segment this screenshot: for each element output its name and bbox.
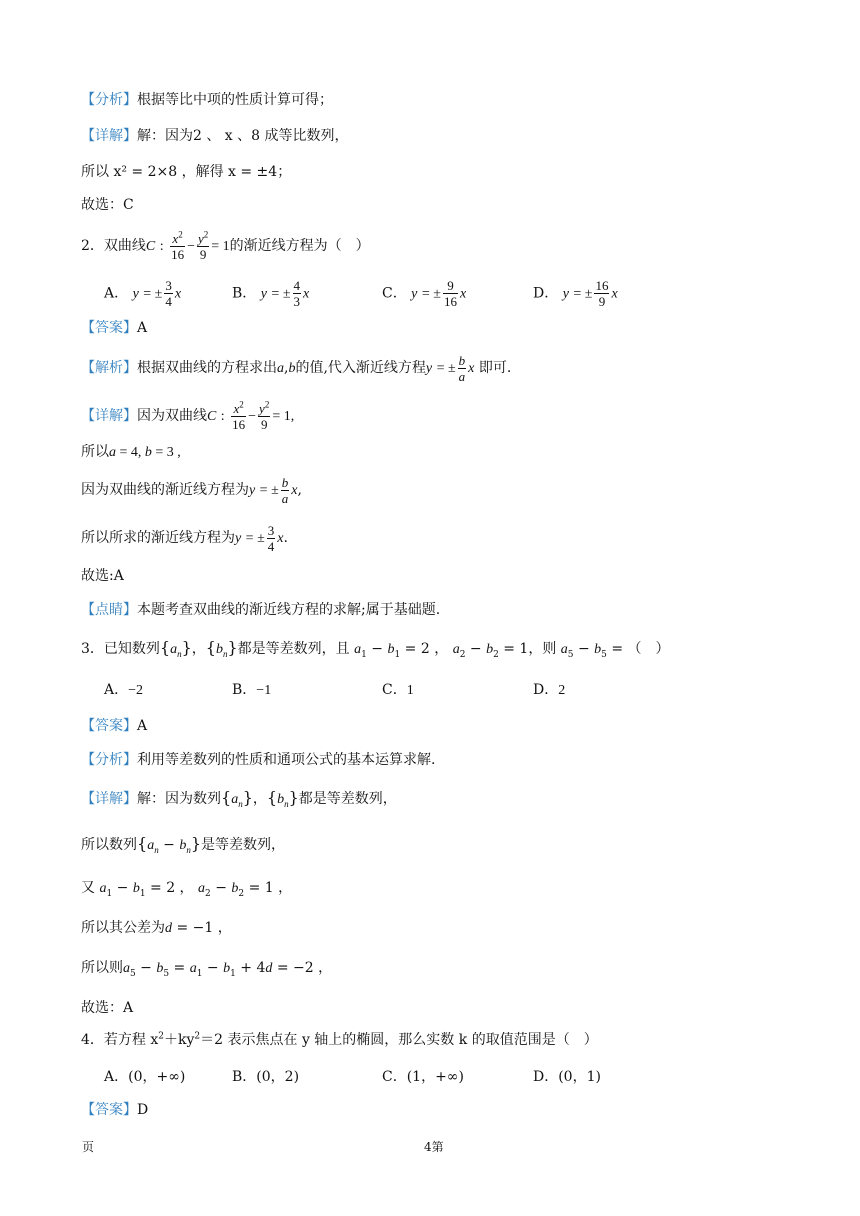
line-seq-pre: 所以数列: [81, 837, 137, 853]
q3-line-seq: 所以数列$\{a_n - b_n\}$是等差数列，: [81, 834, 286, 855]
line-seq-post: 是等差数列，: [201, 837, 286, 853]
q3-stem-end: （ ）: [627, 641, 670, 657]
q4-stem-post: ＝2 表示焦点在 y 轴上的椭圆，那么实数 k 的取值范围是（ ）: [200, 1032, 598, 1048]
q3-stem-pre: 3．已知数列: [81, 641, 160, 657]
q3-line-d: 所以其公差为d = −1 ，: [81, 920, 232, 936]
q1-choice: 故选：C: [81, 197, 134, 213]
q3-answer: [81, 716, 147, 736]
option-value: −2: [128, 683, 144, 698]
answer-tag: 【答案】: [81, 1102, 137, 1118]
q2-line-asym: 因为双曲线的渐近线方程为y = ± $\frac{b}{a}$ x,: [81, 474, 302, 506]
option-value: 2: [558, 683, 566, 698]
q2-option-a: A． y = ± $\frac{3}{4}$ x: [104, 278, 182, 309]
comment-tag: 【点睛】: [81, 602, 137, 618]
answer-tag: 【答案】: [81, 718, 137, 734]
analysis-tag: 【分析】: [81, 752, 137, 768]
detail-pre: 解：因为数列: [137, 791, 221, 807]
q3-option-c: [382, 680, 414, 701]
detail-pre: 因为双曲线: [137, 408, 207, 424]
q4-answer: [81, 1100, 148, 1120]
q2-stem-suffix: 的渐近线方程为（ ）: [229, 238, 370, 254]
q3-stem-post: ，则: [528, 641, 557, 657]
line-final-text: 所以则: [81, 960, 123, 976]
q3-option-a: [104, 680, 143, 701]
analysis-mid: 的值,代入渐近线方程: [295, 360, 426, 376]
q2-line-ab: 所以a = 4, b = 3 ,: [81, 444, 181, 460]
option-label: A．: [104, 285, 129, 302]
q3-stem-mid: 都是等差数列，且: [237, 641, 350, 657]
page-number: 4第: [424, 1140, 444, 1154]
q3-choice: 故选：A: [81, 1000, 134, 1016]
analysis-tag: 【解析】: [81, 360, 137, 376]
q2-answer: [81, 318, 147, 338]
detail-post: 都是等差数列，: [298, 791, 397, 807]
q2-option-c: C． y = ± $\frac{9}{16}$ x: [382, 278, 467, 309]
option-value: 1: [406, 683, 414, 698]
fraction: $\frac{y^2}{9}$: [197, 229, 209, 262]
q3-analysis: [81, 750, 435, 770]
q3-line-final: 所以则$a_5 - b_5 = a_1 - b_1 + 4d = -2$ ，: [81, 960, 333, 979]
q3-line-again: 又 $a_1 - b_1 = 2$ ， $a_2 - b_2 = 1$ ，: [81, 880, 293, 899]
q2-detail: 【详解】因为双曲线C : $\frac{x^2}{16}$ − $\frac{y^2}{9}$ = 1,: [81, 399, 295, 432]
q4-option-b: B．(0，2): [232, 1069, 300, 1085]
option-value: −1: [256, 683, 272, 698]
q2-comment: [81, 600, 440, 620]
analysis-post: 即可.: [478, 360, 512, 376]
line-d-text: 所以其公差为: [81, 920, 165, 936]
option-label: C．: [382, 682, 407, 698]
line-ab-text: 所以: [81, 444, 109, 460]
analysis-text: 根据等比中项的性质计算可得；: [137, 92, 333, 108]
q2-analysis: 【解析】根据双曲线的方程求出a,b的值,代入渐近线方程y = ± $\frac{b}{a}$ x 即可.: [81, 352, 512, 384]
detail-tag: 【详解】: [81, 128, 137, 144]
q4-stem: 4．若方程 $x^2+ky^2=2$ 表示焦点在 y 轴上的椭圆，那么实数 k 的取值范围是（ ）: [81, 1031, 598, 1048]
option-label: B．: [232, 285, 257, 302]
option-label: D．: [533, 682, 559, 698]
q4-stem-mid: ＋ky: [164, 1032, 195, 1048]
line-result-text: 所以所求的渐近线方程为: [81, 530, 235, 546]
q3-option-b: [232, 680, 271, 701]
answer-value: A: [137, 718, 148, 734]
option-label: D．: [533, 285, 559, 302]
option-label: B．: [232, 682, 257, 698]
q2-stem: 2．双曲线C : $\frac{x^2}{16}$ − $\frac{y^2}{9}$ = 1的渐近线方程为（ ）: [81, 229, 370, 262]
line-again-text: 又: [81, 880, 95, 896]
detail-text: 解：因为2 、 x 、8 成等比数列，: [137, 128, 349, 144]
answer-value: A: [137, 320, 148, 336]
q2-option-b: B． y = ± $\frac{4}{3}$ x: [232, 278, 310, 309]
option-label: A．: [104, 682, 129, 698]
answer-tag: 【答案】: [81, 320, 137, 336]
q4-option-c: C．(1，+∞): [382, 1069, 464, 1085]
q1-analysis: [81, 90, 333, 110]
analysis-tag: 【分析】: [81, 92, 137, 108]
detail-tag: 【详解】: [81, 791, 137, 807]
fraction: $\frac{x^2}{16}$: [171, 229, 185, 262]
q2-option-d: D． y = ± $\frac{16}{9}$ x: [533, 278, 618, 309]
q3-detail: 【详解】解：因为数列$\{a_n\}$，$\{b_n\}$都是等差数列，: [81, 788, 397, 809]
q3-option-d: [533, 680, 565, 701]
comment-text: 本题考查双曲线的渐近线方程的求解;属于基础题.: [137, 602, 441, 618]
q4-option-a: A．(0，+∞): [104, 1069, 186, 1085]
footer-left: 页: [82, 1140, 95, 1154]
line-asym-text: 因为双曲线的渐近线方程为: [81, 482, 249, 498]
q1-detail: [81, 126, 349, 146]
analysis-text: 利用等差数列的性质和通项公式的基本运算求解.: [137, 752, 436, 768]
analysis-pre: 根据双曲线的方程求出: [137, 360, 277, 376]
q2-choice: 故选:A: [81, 568, 124, 584]
q3-stem: 3．已知数列$\{a_n\}$，$\{b_n\}$都是等差数列，且 $a_1 - b_1 = 2$ ， $a_2 - b_2 = 1$，则 $a_5 - b_5$ = （ ）: [81, 638, 670, 660]
q1-line3: 所以 x² = 2×8 ，解得 x = ±4；: [81, 164, 292, 180]
q2-line-result: 所以所求的渐近线方程为y = ± $\frac{3}{4}$ x.: [81, 522, 288, 554]
option-label: C．: [382, 285, 407, 302]
answer-value: D: [137, 1102, 149, 1118]
q2-stem-prefix: 2．双曲线: [81, 238, 146, 254]
q4-option-d: D．(0，1): [533, 1069, 601, 1085]
detail-tag: 【详解】: [81, 408, 137, 424]
q4-stem-pre: 4．若方程 x: [81, 1032, 159, 1048]
